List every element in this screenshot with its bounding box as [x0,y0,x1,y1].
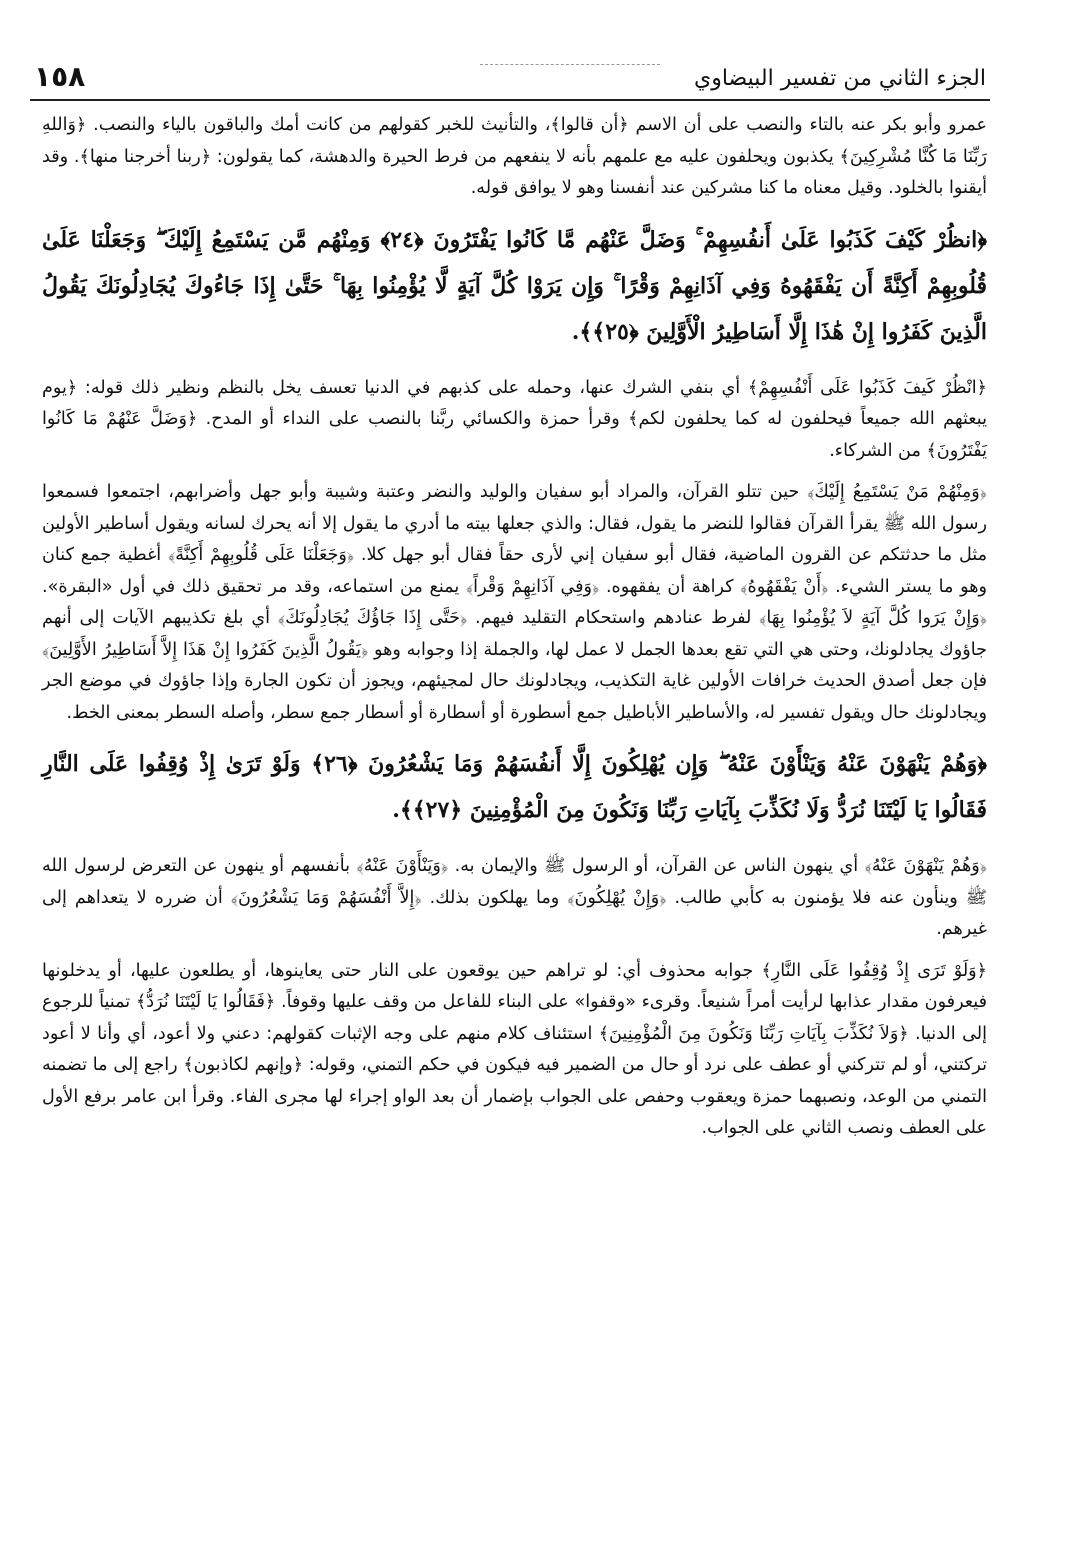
commentary-paragraph: ﴿وَهُمْ يَنْهَوْنَ عَنْهُ﴾ أي ينهون الناس عن القرآن، أو الرسول ﷺ والإيمان به. ﴿وَيَنْأَوْنَ عَنْهُ﴾ بأنفسهم أو ينهون عن التعرض لرسول الله ﷺ وينأون عنه فلا يؤمنون به كأبي طالب. ﴿وَإِنْ يُهْلِكُونَ﴾ وما يهلكون بذلك. ﴿إِلاَّ أَنْفُسَهُمْ وَمَا يَشْعُرُونَ﴾ أن ضرره لا يتعداهم إلى غيرهم. [42,856,987,939]
header-rule [30,99,990,101]
running-header [30,58,990,98]
commentary-paragraph: عمرو وأبو بكر عنه بالتاء والنصب على أن الاسم ﴿أن قالوا﴾، والتأنيث للخبر كقولهم من كانت أمك والباقون بالياء والنصب. ﴿وَاللهِ رَبِّنَا مَا كُنَّا مُشْرِكِينَ﴾ يكذبون ويحلفون عليه مع علمهم بأنه لا ينفعهم من فرط الحيرة والدهشة، كما يقولون: ﴿ربنا أخرجنا منها﴾. وقد أيقنوا بالخلود. وقيل معناه ما كنا مشركين عند أنفسنا وهو لا يوافق قوله. [42,115,987,198]
page-body [42,110,987,1155]
running-title: الجزء الثاني من تفسير البيضاوي [694,66,986,91]
commentary-paragraph: ﴿انْظُرْ كَيفَ كَذَبُوا عَلَى أَنْفُسِهِمْ﴾ أي بنفي الشرك عنها، وحمله على كذبهم في الدنيا تعسف يخل بالنظم ونظير ذلك قوله: ﴿يوم يبعثهم الله جميعاً فيحلفون له كما يحلفون لكم﴾ وقرأ حمزة والكسائي ربَّنا بالنصب على النداء أو المدح. ﴿وَضَلَّ عَنْهُمْ مَا كَانُوا يَفْتَرُونَ﴾ من الشركاء. [42,377,987,461]
page-number: ١٥٨ [34,60,86,93]
quran-verse-block: ﴿انظُرْ كَيْفَ كَذَبُوا عَلَىٰ أَنفُسِهِمْ ۚ وَضَلَّ عَنْهُم مَّا كَانُوا يَفْتَرُونَ ﴿٢٤﴾ وَمِنْهُم مَّن يَسْتَمِعُ إِلَيْكَ ۖ وَجَعَلْنَا عَلَىٰ قُلُوبِهِمْ أَكِنَّةً أَن يَفْقَهُوهُ وَفِي آذَانِهِمْ وَقْرًا ۚ وَإِن يَرَوْا كُلَّ آيَةٍ لَّا يُؤْمِنُوا بِهَا ۚ حَتَّىٰ إِذَا جَاءُوكَ يُجَادِلُونَكَ يَقُولُ الَّذِينَ كَفَرُوا إِنْ هَٰذَا إِلَّا أَسَاطِيرُ الْأَوَّلِينَ ﴿٢٥﴾﴾. [42,226,987,345]
commentary-paragraph: ﴿وَلَوْ تَرَى إِذْ وُقِفُوا عَلَى النَّارِ﴾ جوابه محذوف أي: لو تراهم حين يوقعون على النار حتى يعاينوها، أو يطلعون عليها، أو يدخلونها فيعرفون مقدار عذابها لرأيت أمراً شنيعاً. وقرىء «وقفوا» على البناء للفاعل من وقف عليها وقوفاً. ﴿فَقَالُوا يَا لَيْتَنَا نُرَدُّ﴾ تمنياً للرجوع إلى الدنيا. ﴿وَلاَ نُكَذِّبَ بِآيَاتِ رَبِّنَا وَنَكُونَ مِنَ الْمُؤْمِنِينَ﴾ استئناف كلام منهم على وجه الإثبات كقولهم: دعني ولا أعود، أي وأنا لا أعود تركتني، أو لم تتركني أو عطف على نرد أو حال من الضمير فيه فيكون في حكم التمني، وقوله: ﴿وإنهم لكاذبون﴾ راجع إلى ما تضمنه التمني من الوعد، ونصبهما حمزة ويعقوب وحفص على الجواب بإضمار أن بعد الواو إجراء لها مجرى الفاء. وقرأ ابن عامر برفع الأول على العطف ونصب الثاني على الجواب. [42,960,987,1138]
commentary-paragraph: ﴿وَمِنْهُمْ مَنْ يَسْتَمِعُ إِلَيْكَ﴾ حين تتلو القرآن، والمراد أبو سفيان والوليد والنضر وعتبة وشيبة وأبو جهل وأضرابهم، اجتمعوا فسمعوا رسول الله ﷺ يقرأ القرآن فقالوا للنضر ما يقول، فقال: والذي جعلها بيته ما أدري ما يقول إلا أنه يحرك لسانه ويقول أساطير الأولين مثل ما حدثتكم عن القرون الماضية، فقال أبو سفيان إني لأرى حقاً فقال أبو جهل كلا. ﴿وَجَعَلْنَا عَلَى قُلُوبِهِمْ أَكِنَّةً﴾ أغطية جمع كنان وهو ما يستر الشيء. ﴿أَنْ يَفْقَهُوهُ﴾ كراهة أن يفقهوه. ﴿وَفِي آذَانِهِمْ وَقْراً﴾ يمنع من استماعه، وقد مر تحقيق ذلك في أول «البقرة». ﴿وَإِنْ يَرَوا كُلَّ آيَةٍ لاَ يُؤْمِنُوا بِهَا﴾ لفرط عنادهم واستحكام التقليد فيهم. ﴿حَتَّى إِذَا جَاؤُكَ يُجَادِلُونَكَ﴾ أي بلغ تكذيبهم الآيات إلى أنهم جاؤوك يجادلونك، وحتى هي التي تقع بعدها الجمل لا عمل لها، والجملة إذا وجوابه وهو ﴿يَقُولُ الَّذِينَ كَفَرُوا إِنْ هَذَا إِلاَّ أَسَاطِيرُ الأَوَّلِينَ﴾ فإن جعل أصدق الحديث خرافات الأولين غاية التكذيب، ويجادلونك حال لمجيئهم، ويجوز أن تكون الجارة وإذا جاؤوك في موضع الجر ويجادلونك حال ويقول تفسير له، والأساطير الأباطيل جمع أسطورة أو أسطارة أو أسطار جمع سطر، وأصله السطر بمعنى الخط. [42,482,987,723]
quran-verse-block: ﴿وَهُمْ يَنْهَوْنَ عَنْهُ وَيَنْأَوْنَ عَنْهُ ۖ وَإِن يُهْلِكُونَ إِلَّا أَنفُسَهُمْ وَمَا يَشْعُرُونَ ﴿٢٦﴾ وَلَوْ تَرَىٰ إِذْ وُقِفُوا عَلَى النَّارِ فَقَالُوا يَا لَيْتَنَا نُرَدُّ وَلَا نُكَذِّبَ بِآيَاتِ رَبِّنَا وَنَكُونَ مِنَ الْمُؤْمِنِينَ ﴿٢٧﴾﴾. [42,751,987,823]
